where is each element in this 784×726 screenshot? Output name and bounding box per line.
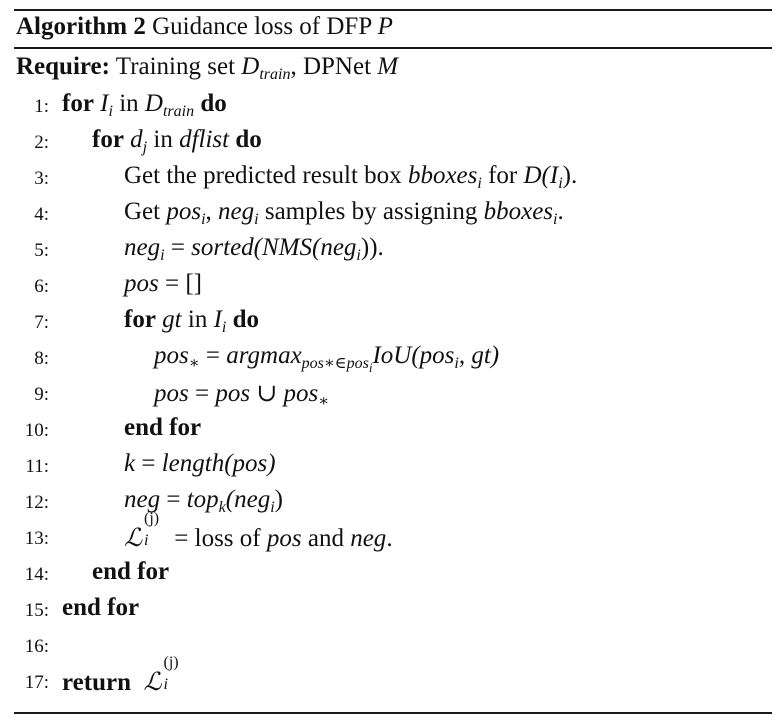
line-content: Get pos$_i$, neg$_i$ samples by assigning bboxes$_i$. — [124, 198, 564, 228]
line-number: 5: — [34, 240, 49, 261]
algorithm-title-text: Guidance loss of DFP — [152, 13, 372, 40]
require-line — [16, 53, 398, 81]
line-number: 2: — [34, 132, 49, 153]
line-content: return ℒ (j) i — [62, 654, 179, 696]
header-rule — [14, 47, 772, 49]
line-number: 13: — [24, 528, 49, 549]
line-content: pos$_∗$ = argmax$_{pos∗\in pos_i}$IoU(pos$_i$, gt) — [154, 342, 500, 375]
line-number: 17: — [24, 672, 49, 693]
line-content: for gt in $I_i$ do — [124, 306, 260, 336]
line-content: end for — [124, 414, 202, 441]
algorithm-label: Algorithm 2 — [16, 13, 146, 40]
line-number: 12: — [24, 492, 49, 513]
line-number: 15: — [24, 600, 49, 621]
line-content: for $I_i$ in $D_{train}$ do — [62, 90, 227, 120]
line-number: 16: — [24, 636, 49, 657]
line-content: end for — [92, 558, 170, 585]
line-content: end for — [62, 594, 140, 621]
line-content: pos = [] — [124, 270, 202, 297]
line-number: 9: — [34, 384, 49, 405]
line-content: neg$_i$ = sorted(NMS(neg$_i$)). — [124, 234, 384, 264]
line-number: 11: — [25, 456, 49, 477]
require-text-b: DPNet — [302, 53, 372, 80]
line-number: 1: — [34, 96, 49, 117]
line-content: for $d_j$ in dflist do — [92, 126, 262, 156]
line-number: 4: — [34, 204, 49, 225]
require-sep: , — [290, 53, 297, 80]
line-number: 14: — [24, 564, 49, 585]
line-content: k = length(pos) — [124, 450, 276, 477]
bottom-rule — [14, 712, 772, 714]
algorithm-title — [16, 13, 393, 41]
require-text-a: Training set — [115, 53, 236, 80]
line-number: 7: — [34, 312, 49, 333]
require-m: M — [377, 53, 399, 80]
line-number: 6: — [34, 276, 49, 297]
require-label: Require: — [16, 53, 110, 80]
line-content: neg = top$_k$(neg$_i$) — [124, 486, 283, 516]
line-content: pos = pos ∪ pos$_∗$ — [154, 380, 330, 410]
require-d: $D_{train}$ — [241, 53, 291, 83]
line-number: 10: — [24, 420, 49, 441]
line-number: 3: — [34, 168, 49, 189]
line-number: 8: — [34, 348, 49, 369]
line-content: Get the predicted result box bboxes$_i$ for $D(I_i)$. — [124, 162, 578, 192]
algorithm-title-symbol: P — [377, 13, 393, 40]
top-rule — [14, 9, 772, 11]
line-content: ℒ (j) i = loss of pos and neg. — [124, 510, 393, 552]
